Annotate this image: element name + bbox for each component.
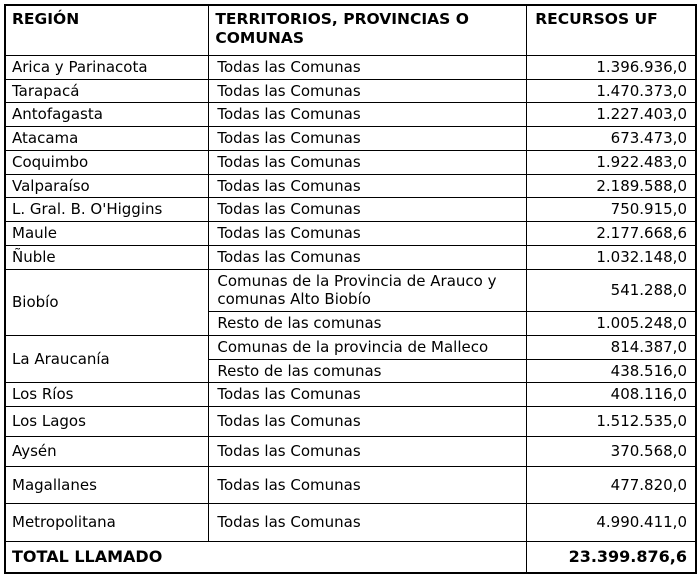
region-cell: Magallanes (5, 466, 209, 504)
region-cell: Valparaíso (5, 174, 209, 198)
region-cell: Maule (5, 222, 209, 246)
table-row (5, 55, 696, 79)
region-cell: La Araucanía (5, 335, 209, 383)
value-cell: 4.990.411,0 (527, 504, 696, 542)
table-row (5, 103, 696, 127)
region-cell: Biobío (5, 269, 209, 335)
territory-cell: Todas las Comunas (209, 198, 527, 222)
region-cell: Aysén (5, 436, 209, 466)
table-row (5, 466, 696, 504)
total-label-cell: TOTAL LLAMADO (5, 542, 527, 574)
value-cell: 750.915,0 (527, 198, 696, 222)
table-row (5, 436, 696, 466)
value-cell: 1.005.248,0 (527, 312, 696, 336)
region-cell: Coquimbo (5, 150, 209, 174)
table-row (5, 335, 696, 359)
header-territory: TERRITORIOS, PROVINCIAS O COMUNAS (209, 5, 527, 55)
value-cell: 477.820,0 (527, 466, 696, 504)
total-value-cell: 23.399.876,6 (527, 542, 696, 574)
territory-cell: Todas las Comunas (209, 504, 527, 542)
value-cell: 1.512.535,0 (527, 407, 696, 437)
value-cell: 814.387,0 (527, 335, 696, 359)
value-cell: 1.470.373,0 (527, 79, 696, 103)
region-cell: Antofagasta (5, 103, 209, 127)
territory-cell: Todas las Comunas (209, 79, 527, 103)
header-resources: RECURSOS UF (527, 5, 696, 55)
table-row (5, 407, 696, 437)
territory-cell: Resto de las comunas (209, 312, 527, 336)
territory-cell: Todas las Comunas (209, 436, 527, 466)
value-cell: 370.568,0 (527, 436, 696, 466)
table-row (5, 504, 696, 542)
value-cell: 1.396.936,0 (527, 55, 696, 79)
region-cell: Ñuble (5, 245, 209, 269)
header-row (5, 5, 696, 55)
table-row (5, 174, 696, 198)
table-row (5, 383, 696, 407)
territory-cell: Todas las Comunas (209, 103, 527, 127)
territory-cell: Todas las Comunas (209, 222, 527, 246)
territory-cell: Todas las Comunas (209, 407, 527, 437)
region-cell: Tarapacá (5, 79, 209, 103)
value-cell: 408.116,0 (527, 383, 696, 407)
table-row (5, 269, 696, 312)
region-cell: Los Ríos (5, 383, 209, 407)
table-row (5, 245, 696, 269)
value-cell: 541.288,0 (527, 269, 696, 312)
table-header (5, 5, 696, 55)
territory-cell: Todas las Comunas (209, 245, 527, 269)
value-cell: 2.177.668,6 (527, 222, 696, 246)
territory-cell: Todas las Comunas (209, 127, 527, 151)
region-cell: Metropolitana (5, 504, 209, 542)
territory-cell: Todas las Comunas (209, 150, 527, 174)
table-row (5, 222, 696, 246)
territory-cell: Comunas de la provincia de Malleco (209, 335, 527, 359)
value-cell: 2.189.588,0 (527, 174, 696, 198)
value-cell: 1.032.148,0 (527, 245, 696, 269)
table-row (5, 79, 696, 103)
header-region: REGIÓN (5, 5, 209, 55)
territory-cell: Todas las Comunas (209, 383, 527, 407)
value-cell: 1.227.403,0 (527, 103, 696, 127)
territory-cell: Todas las Comunas (209, 55, 527, 79)
territory-cell: Comunas de la Provincia de Arauco y comunas Alto Biobío (209, 269, 527, 312)
value-cell: 438.516,0 (527, 359, 696, 383)
territory-cell: Resto de las comunas (209, 359, 527, 383)
resources-table (4, 4, 697, 574)
table-row (5, 127, 696, 151)
table-row (5, 198, 696, 222)
territory-cell: Todas las Comunas (209, 174, 527, 198)
region-cell: Atacama (5, 127, 209, 151)
region-cell: Los Lagos (5, 407, 209, 437)
region-cell: Arica y Parinacota (5, 55, 209, 79)
value-cell: 1.922.483,0 (527, 150, 696, 174)
total-row (5, 542, 696, 574)
table-body (5, 55, 696, 541)
territory-cell: Todas las Comunas (209, 466, 527, 504)
value-cell: 673.473,0 (527, 127, 696, 151)
table-row (5, 150, 696, 174)
table-footer (5, 542, 696, 574)
region-cell: L. Gral. B. O'Higgins (5, 198, 209, 222)
